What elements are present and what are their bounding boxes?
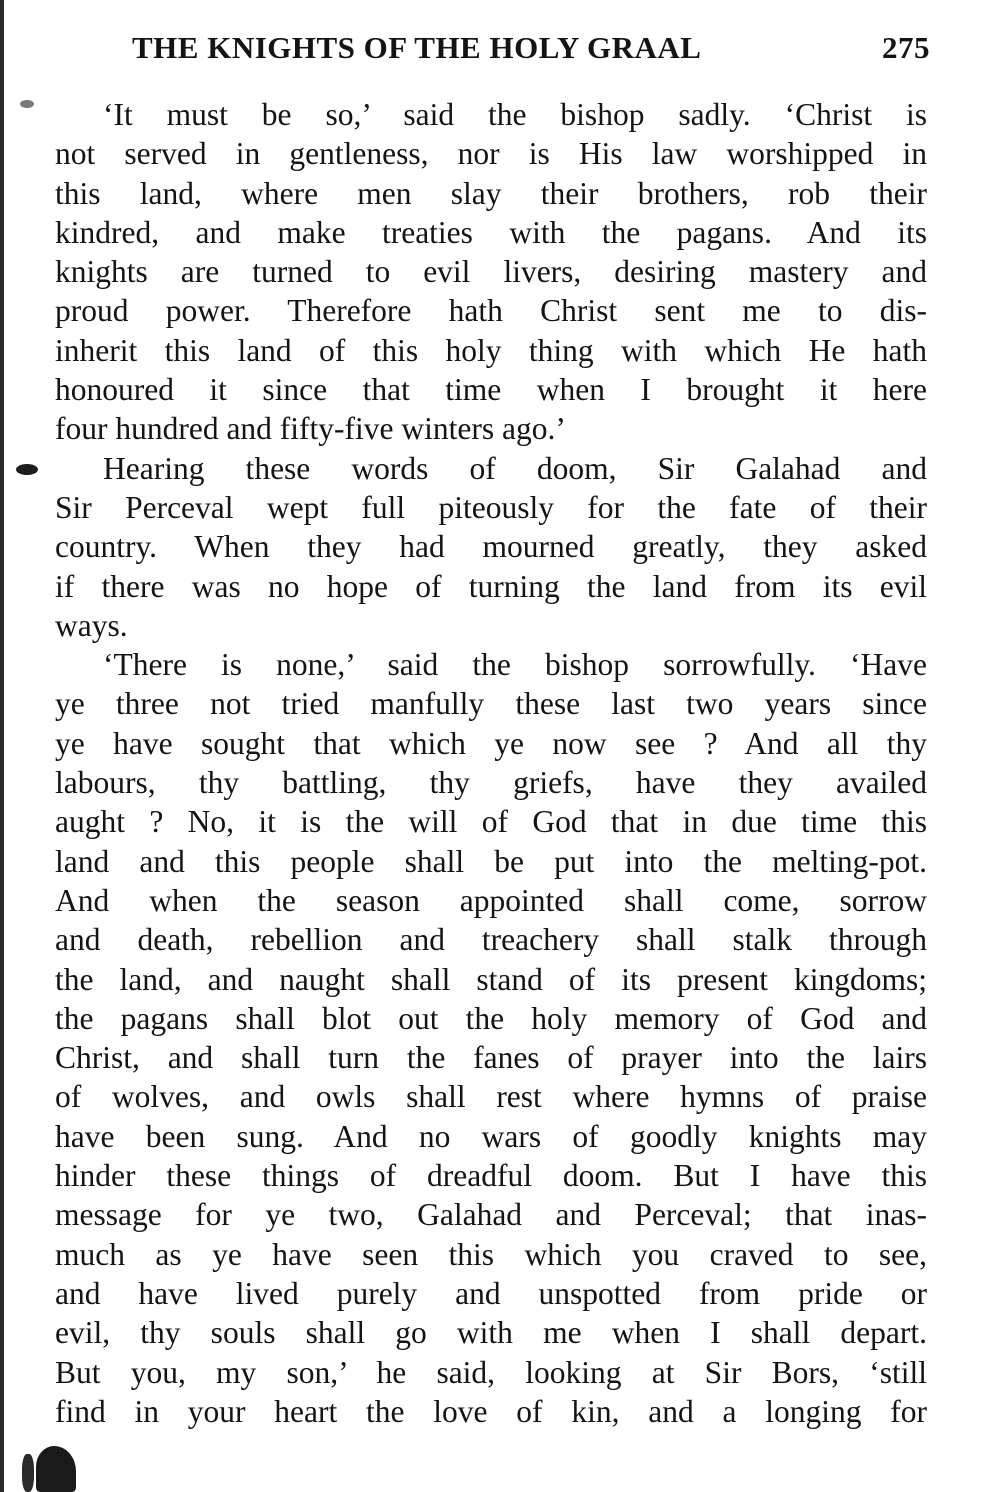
text-line: proud power. Therefore hath Christ sent me to dis- (55, 293, 927, 329)
text-line: And when the season appointed shall come, sorrow (55, 882, 927, 918)
text-line: knights are turned to evil livers, desiring mastery and (55, 254, 927, 290)
ink-blot-shape (22, 1454, 34, 1492)
text-line: the pagans shall blot out the holy memory of God and (55, 1000, 927, 1036)
running-head (132, 30, 930, 74)
text-line: honoured it since that time when I brought it here (55, 372, 927, 408)
ink-blot-shape (36, 1446, 76, 1492)
ink-blot (14, 1432, 84, 1492)
text-line: Hearing these words of doom, Sir Galahad and (103, 450, 927, 486)
text-line: much as ye have seen this which you craved to see, (55, 1236, 927, 1272)
text-line: ye have sought that which ye now see ? And all thy (55, 725, 927, 761)
text-line: ways. (55, 607, 128, 643)
text-line: labours, thy battling, thy griefs, have they availed (55, 765, 927, 801)
text-line: ‘It must be so,’ said the bishop sadly. ‘Christ is (103, 97, 927, 132)
text-line: kindred, and make treaties with the pagans. And its (55, 214, 927, 250)
text-line: and have lived purely and unspotted from pride or (55, 1275, 927, 1311)
text-line: of wolves, and owls shall rest where hymns of praise (55, 1079, 927, 1115)
text-line: aught ? No, it is the will of God that in due time this (55, 804, 927, 840)
text-line: the land, and naught shall stand of its present kingdoms; (55, 961, 927, 997)
text-line: Sir Perceval wept full piteously for the fate of their (55, 489, 927, 525)
text-line: hinder these things of dreadful doom. But I have this (55, 1158, 927, 1194)
text-line: find in your heart the love of kin, and a longing for (55, 1393, 927, 1429)
ink-speck (20, 100, 34, 108)
text-line: inherit this land of this holy thing with which He hath (55, 332, 927, 368)
text-line: have been sung. And no wars of goodly knights may (55, 1118, 927, 1154)
text-line: ye three not tried manfully these last two years since (55, 686, 927, 722)
text-line: four hundred and fifty-five winters ago.’ (55, 411, 566, 447)
text-line: Christ, and shall turn the fanes of prayer into the lairs (55, 1040, 927, 1076)
text-line: this land, where men slay their brothers, rob their (55, 175, 927, 211)
text-line: But you, my son,’ he said, looking at Sir Bors, ‘still (55, 1354, 927, 1390)
text-line: evil, thy souls shall go with me when I shall depart. (55, 1315, 927, 1351)
text-line: ‘There is none,’ said the bishop sorrowfully. ‘Have (103, 647, 927, 683)
text-line: country. When they had mourned greatly, they asked (55, 529, 927, 565)
ink-speck (16, 464, 38, 475)
text-block (55, 95, 927, 1431)
running-head-title: THE KNIGHTS OF THE HOLY GRAAL (132, 30, 702, 65)
text-line: not served in gentleness, nor is His law worshipped in (55, 136, 927, 172)
text-line: if there was no hope of turning the land from its evil (55, 568, 927, 604)
text-line: and death, rebellion and treachery shall stalk through (55, 922, 927, 958)
text-line: message for ye two, Galahad and Perceval; that inas- (55, 1197, 927, 1233)
page-edge (0, 0, 4, 1492)
page-number: 275 (882, 30, 930, 65)
text-line: land and this people shall be put into the melting-pot. (55, 843, 927, 879)
